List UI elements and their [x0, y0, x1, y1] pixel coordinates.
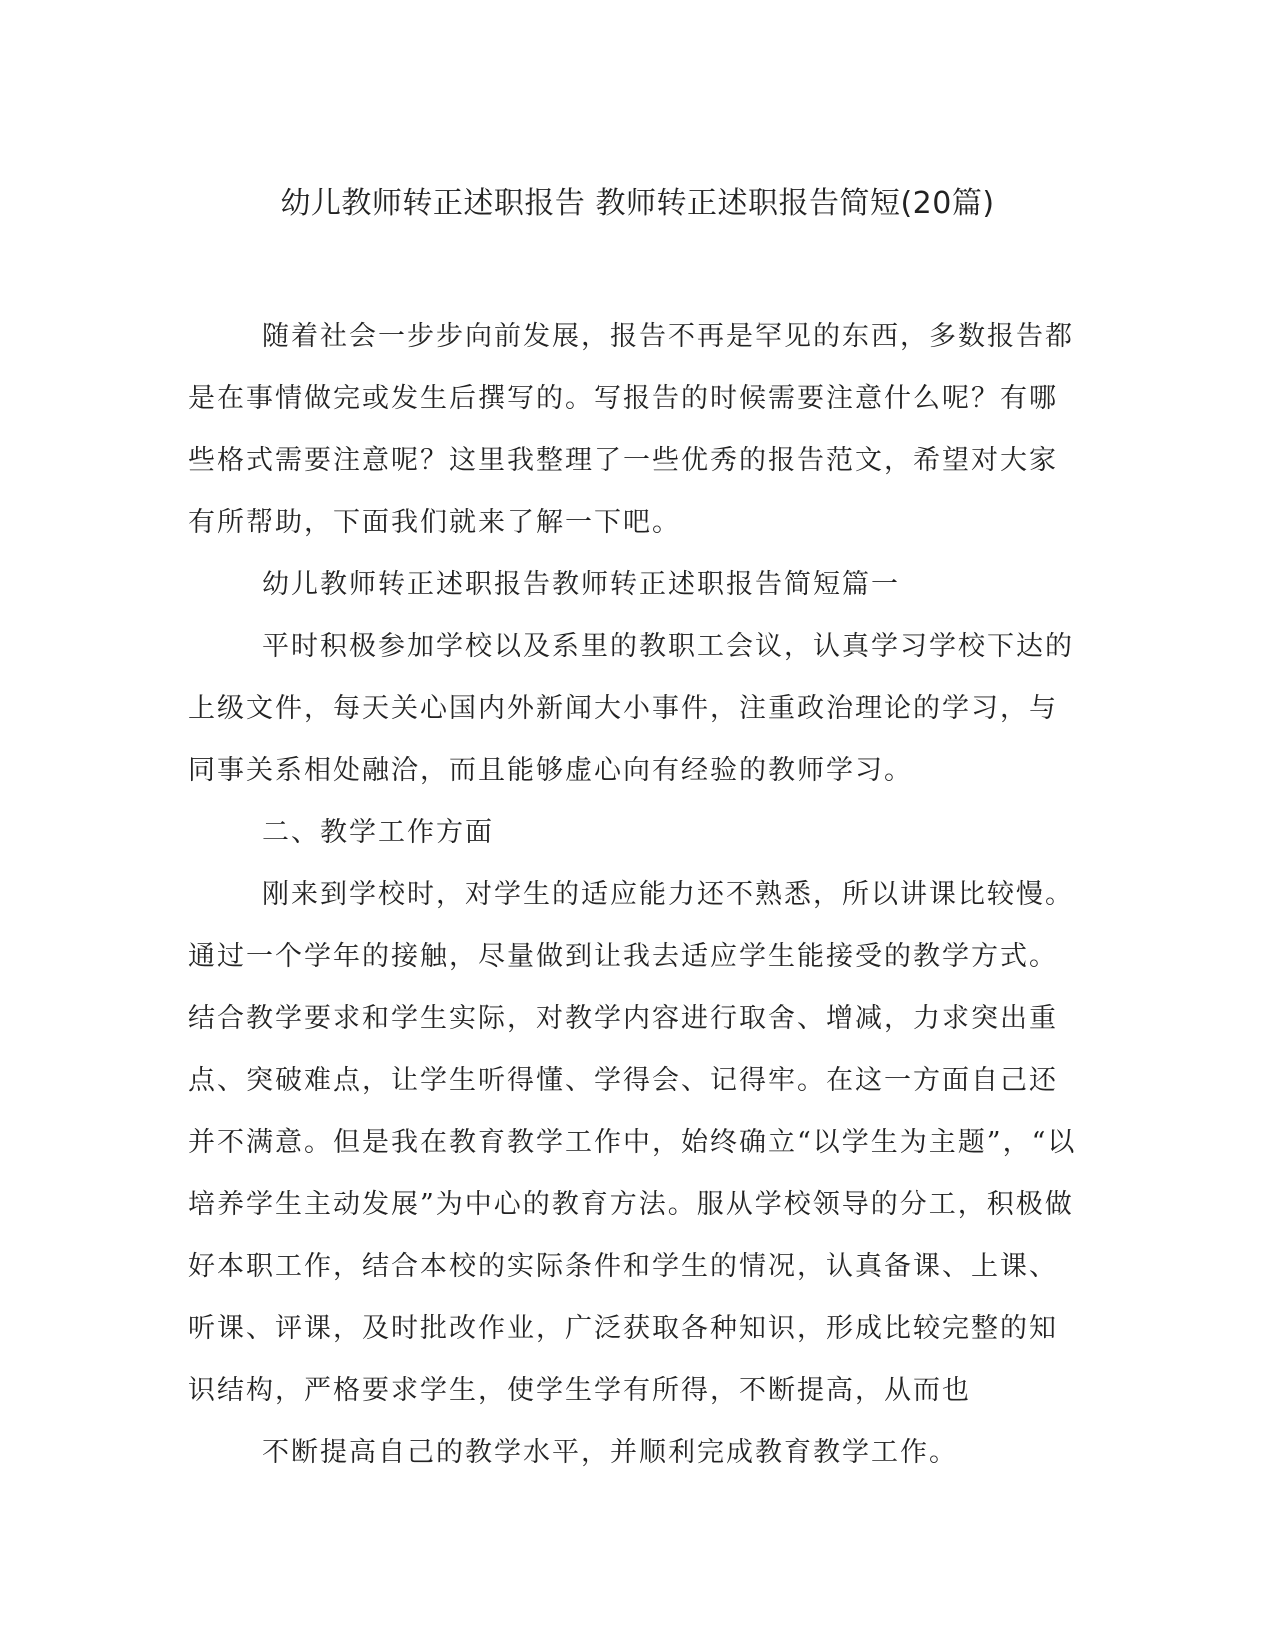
- paragraph-line: 好本职工作，结合本校的实际条件和学生的情况，认真备课、上课、: [188, 1251, 1058, 1282]
- paragraph-line: 随着社会一步步向前发展，报告不再是罕见的东西，多数报告都: [262, 321, 1074, 352]
- section-heading: 二、教学工作方面: [262, 817, 494, 848]
- paragraph-line: 是在事情做完或发生后撰写的。写报告的时候需要注意什么呢？有哪: [188, 383, 1058, 414]
- paragraph-line: 些格式需要注意呢？这里我整理了一些优秀的报告范文，希望对大家: [188, 445, 1058, 476]
- paragraph-line: 通过一个学年的接触，尽量做到让我去适应学生能接受的教学方式。: [188, 941, 1058, 972]
- paragraph-line: 同事关系相处融洽，而且能够虚心向有经验的教师学习。: [188, 755, 913, 786]
- document-body: [188, 306, 1076, 1484]
- section-heading: 幼儿教师转正述职报告教师转正述职报告简短篇一: [262, 569, 900, 600]
- paragraph-line: 平时积极参加学校以及系里的教职工会议，认真学习学校下达的: [262, 631, 1074, 662]
- paragraph-line: 听课、评课，及时批改作业，广泛获取各种知识，形成比较完整的知: [188, 1313, 1058, 1344]
- paragraph-line: 不断提高自己的教学水平，并顺利完成教育教学工作。: [262, 1437, 958, 1468]
- paragraph-line: 刚来到学校时，对学生的适应能力还不熟悉，所以讲课比较慢。: [262, 879, 1074, 910]
- paragraph-line: 上级文件，每天关心国内外新闻大小事件，注重政治理论的学习，与: [188, 693, 1058, 724]
- paragraph-line: 识结构，严格要求学生，使学生学有所得，不断提高，从而也: [188, 1375, 971, 1406]
- paragraph-line: 培养学生主动发展”为中心的教育方法。服从学校领导的分工，积极做: [188, 1189, 1074, 1220]
- paragraph-line: 有所帮助，下面我们就来了解一下吧。: [188, 507, 681, 538]
- paragraph-line: 并不满意。但是我在教育教学工作中，始终确立“以学生为主题”，“以: [188, 1127, 1077, 1158]
- paragraph-line: 结合教学要求和学生实际，对教学内容进行取舍、增减，力求突出重: [188, 1003, 1058, 1034]
- paragraph-line: 点、突破难点，让学生听得懂、学得会、记得牢。在这一方面自己还: [188, 1065, 1058, 1096]
- document-title: 幼儿教师转正述职报告 教师转正述职报告简短(20篇): [280, 186, 995, 221]
